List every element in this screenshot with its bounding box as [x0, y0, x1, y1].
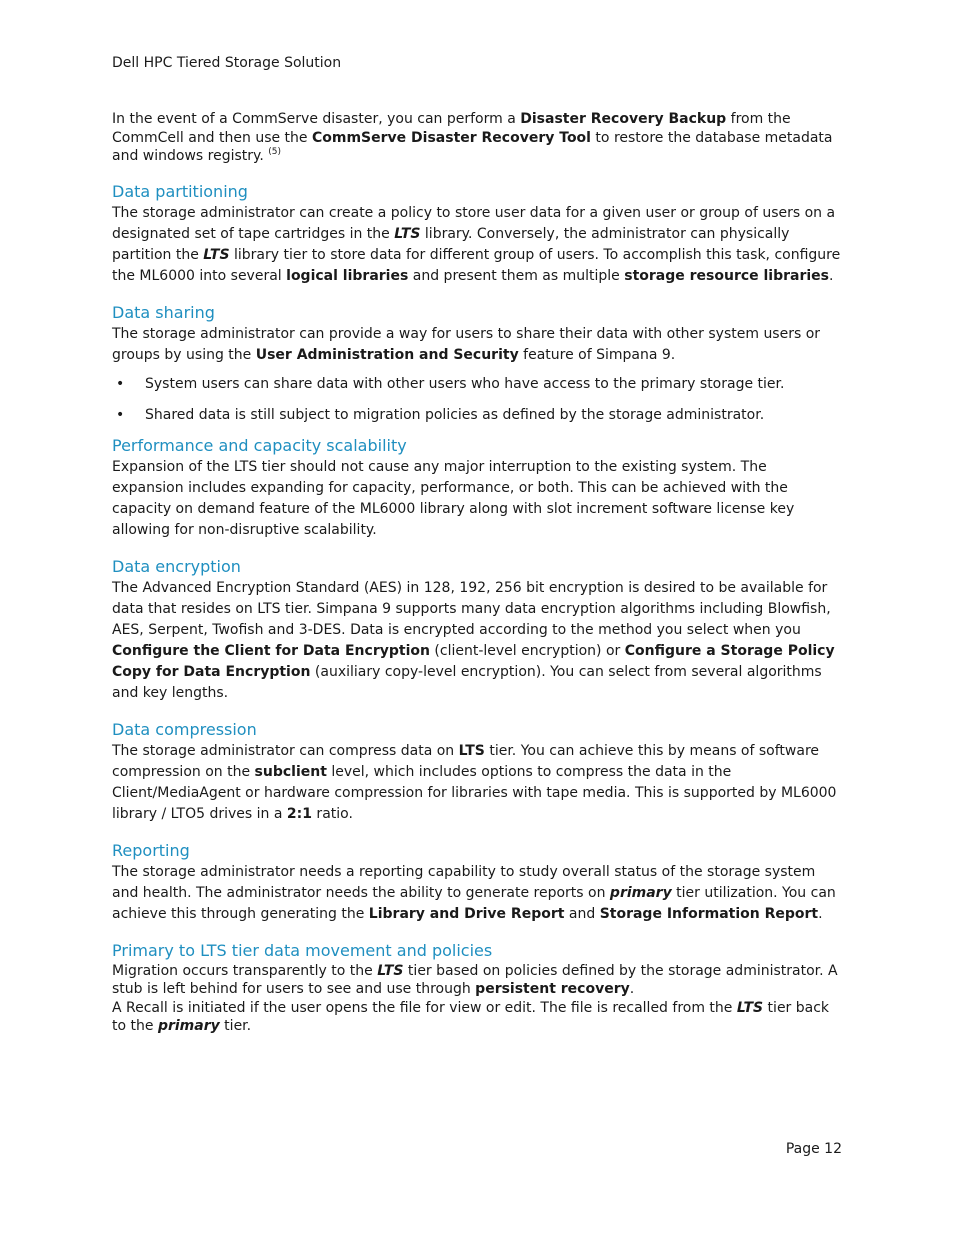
heading-data-compression: Data compression [112, 719, 257, 739]
heading-data-partitioning: Data partitioning [112, 181, 248, 201]
partitioning-paragraph: The storage administrator can create a policy to store user data for a given user or group of users on a designated set of tape cartridges in the LTS library. Conversely, the administrator can physically partition the LTS library tier to store data for different group of users. To accomplish this task, configure the ML6000 into several logical libraries and present them as multiple storage resource libraries. [112, 204, 841, 284]
heading-data-sharing: Data sharing [112, 302, 215, 322]
heading-performance-scalability: Performance and capacity scalability [112, 435, 407, 455]
footnote-ref: (5) [268, 147, 281, 157]
list-item: • System users can share data with other users who have access to the primary storage tier. [112, 374, 842, 395]
sharing-list [112, 374, 842, 426]
reporting-paragraph: The storage administrator needs a reporting capability to study overall status of the storage system and health. The administrator needs the ability to generate reports on primary tier utilization. You can achieve this through generating the Library and Drive Report and Storage Information Report. [112, 863, 836, 922]
recall-paragraph: A Recall is initiated if the user opens the file for view or edit. The file is recalled from the LTS tier back to the primary tier. [112, 999, 830, 1034]
page-number: Page 12 [785, 1141, 842, 1157]
sharing-paragraph: The storage administrator can provide a way for users to share their data with other system users or groups by using the User Administration and Security feature of Simpana 9. [112, 325, 821, 363]
movement-paragraph: Migration occurs transparently to the LTS tier based on policies defined by the storage administrator. A stub is left behind for users to see and use through persistent recovery. [112, 962, 838, 997]
heading-reporting: Reporting [112, 840, 190, 860]
bullet-marker: • [116, 375, 125, 392]
list-item: • Shared data is still subject to migration policies as defined by the storage administrator. [112, 405, 842, 426]
running-header: Dell HPC Tiered Storage Solution [112, 55, 342, 71]
intro-paragraph: In the event of a CommServe disaster, you can perform a Disaster Recovery Backup from the CommCell and then use the CommServe Disaster Recovery Tool to restore the database metadata and windows registry. $^{(5)}$ [112, 111, 833, 164]
encryption-paragraph: The Advanced Encryption Standard (AES) in 128, 192, 256 bit encryption is desired to be available for data that resides on LTS tier. Simpana 9 supports many data encryption algorithms including Blowfish, AES, Serpent, Twofish and 3-DES. Data is encrypted according to the method you select when you Configure the Client for Data Encryption (client-level encryption) or Configure a Storage Policy Copy for Data Encryption (auxiliary copy-level encryption). You can select from several algorithms and key lengths. [112, 579, 835, 701]
document-body [112, 110, 842, 1036]
scalability-paragraph: Expansion of the LTS tier should not cause any major interruption to the existing system. The expansion includes expanding for capacity, performance, or both. This can be achieved with the capacity on demand feature of the ML6000 library along with slot increment software license key allowing for non-disruptive scalability. [112, 458, 795, 538]
compression-paragraph: The storage administrator can compress data on LTS tier. You can achieve this by means of software compression on the subclient level, which includes options to compress the data in the Client/MediaAgent or hardware compression for libraries with tape media. This is supported by ML6000 library / LTO5 drives in a 2:1 ratio. [112, 742, 837, 822]
heading-data-movement: Primary to LTS tier data movement and policies [112, 940, 493, 960]
heading-data-encryption: Data encryption [112, 556, 241, 576]
bullet-marker: • [116, 406, 125, 423]
